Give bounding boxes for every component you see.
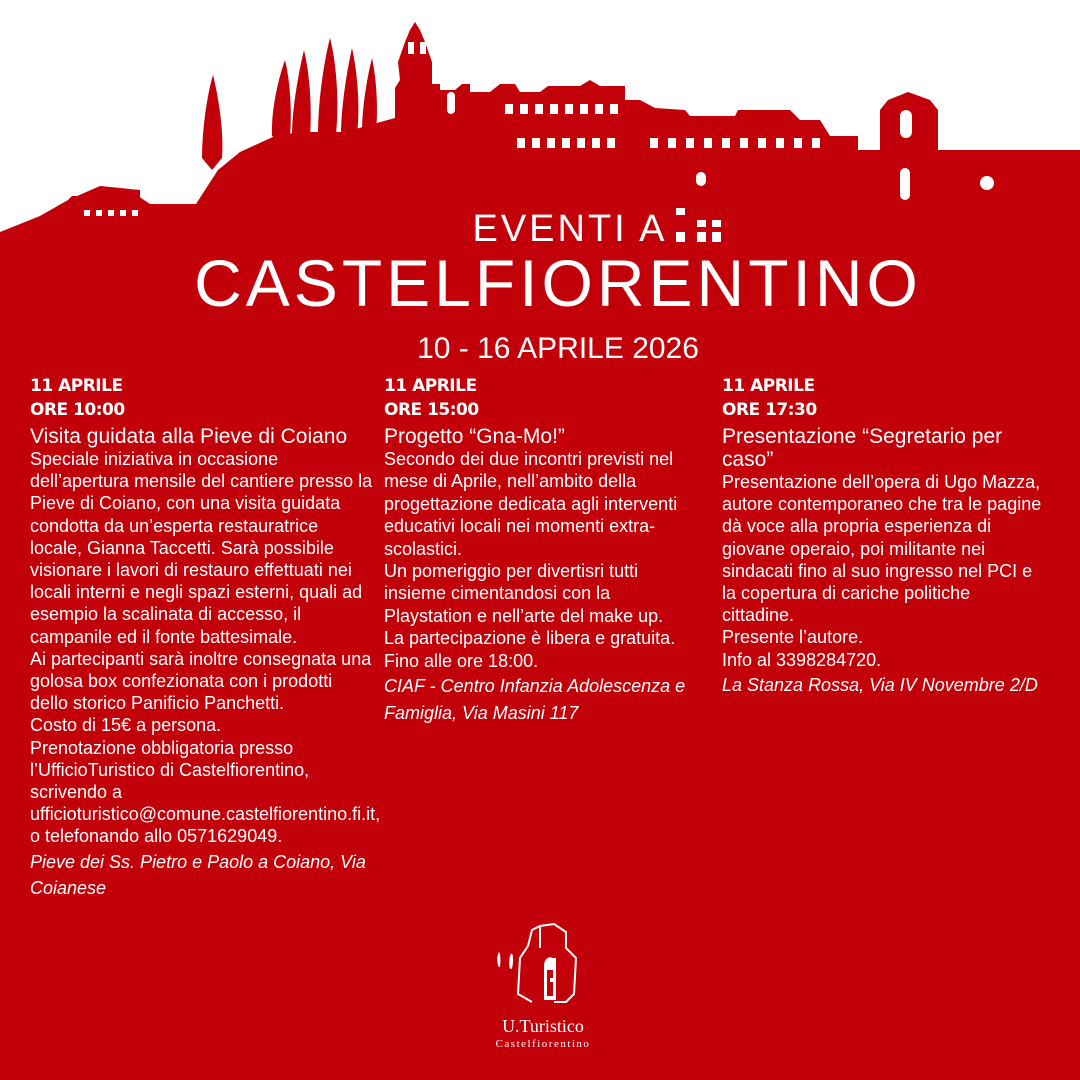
event-title: Visita guidata alla Pieve di Coiano	[30, 425, 348, 448]
title-line-1: EVENTI A	[472, 208, 668, 250]
event-time: ORE 15:00	[384, 400, 479, 420]
logo-subtitle: Castelfiorentino	[495, 1038, 591, 1050]
tower-logo-icon	[470, 918, 620, 1058]
event-time: ORE 17:30	[722, 400, 817, 420]
event-column-1	[30, 374, 381, 901]
event-column-2	[384, 374, 696, 727]
event-date: 11 APRILE	[722, 376, 815, 396]
event-column-3	[722, 374, 1042, 698]
event-title: Presentazione “Segretario per caso”	[722, 425, 1003, 471]
logo-name: U.Turistico	[502, 1016, 584, 1036]
event-description: Secondo dei due incontri previsti nel mese di Aprile, nell’ambito della progettazione dedicata agli interventi educativi locali nei momenti extra-scolastici. Un pomeriggio per divertisri tutti insieme cimentandosi con la Playstation e nell’arte del make up. La partecipazione è libera e gratuita. Fino alle ore 18:00.	[384, 449, 678, 671]
event-place: Pieve dei Ss. Pietro e Paolo a Coiano, Via Coianese	[30, 851, 366, 898]
event-place: CIAF - Centro Infanzia Adolescenza e Famiglia, Via Masini 117	[384, 676, 686, 724]
event-description: Presentazione dell’opera di Ugo Mazza, autore contemporaneo che tra le pagine dà voce alla propria esperienza di giovane operaio, poi militante nei sindacati fino al suo ingresso nel PCI e la copertura di cariche politiche cittadine. Presente l’autore. Info al 3398284720.	[722, 472, 1042, 670]
event-date: 11 APRILE	[384, 376, 477, 396]
event-time: ORE 10:00	[30, 400, 125, 420]
event-title: Progetto “Gna-Mo!”	[384, 425, 565, 448]
event-description: Speciale iniziativa in occasione dell’apertura mensile del cantiere presso la Pieve di Coiano, con una visita guidata condotta da un’esperta restauratrice locale, Gianna Taccetti. Sarà possibile visionare i lavori di restauro effettuati nei locali interni e negli spazi esterni, quali ad esempio la scalinata di accesso, il campanile ed il fonte battesimale. Ai partecipanti sarà inoltre consegnata una golosa box confezionata con i prodotti dello storico Panificio Panchetti. Costo di 15€ a persona. Prenotazione obbligatoria presso l’UfficioTuristico di Castelfiorentino, scrivendo a ufficioturistico@comune.castelfiorentino.fi.it, o telefonando allo 0571629049.	[30, 449, 381, 847]
event-date: 11 APRILE	[30, 376, 123, 396]
title-line-2: CASTELFIORENTINO	[194, 246, 922, 320]
event-place: La Stanza Rossa, Via IV Novembre 2/D	[722, 674, 1038, 695]
date-range: 10 - 16 APRILE 2026	[417, 332, 699, 365]
